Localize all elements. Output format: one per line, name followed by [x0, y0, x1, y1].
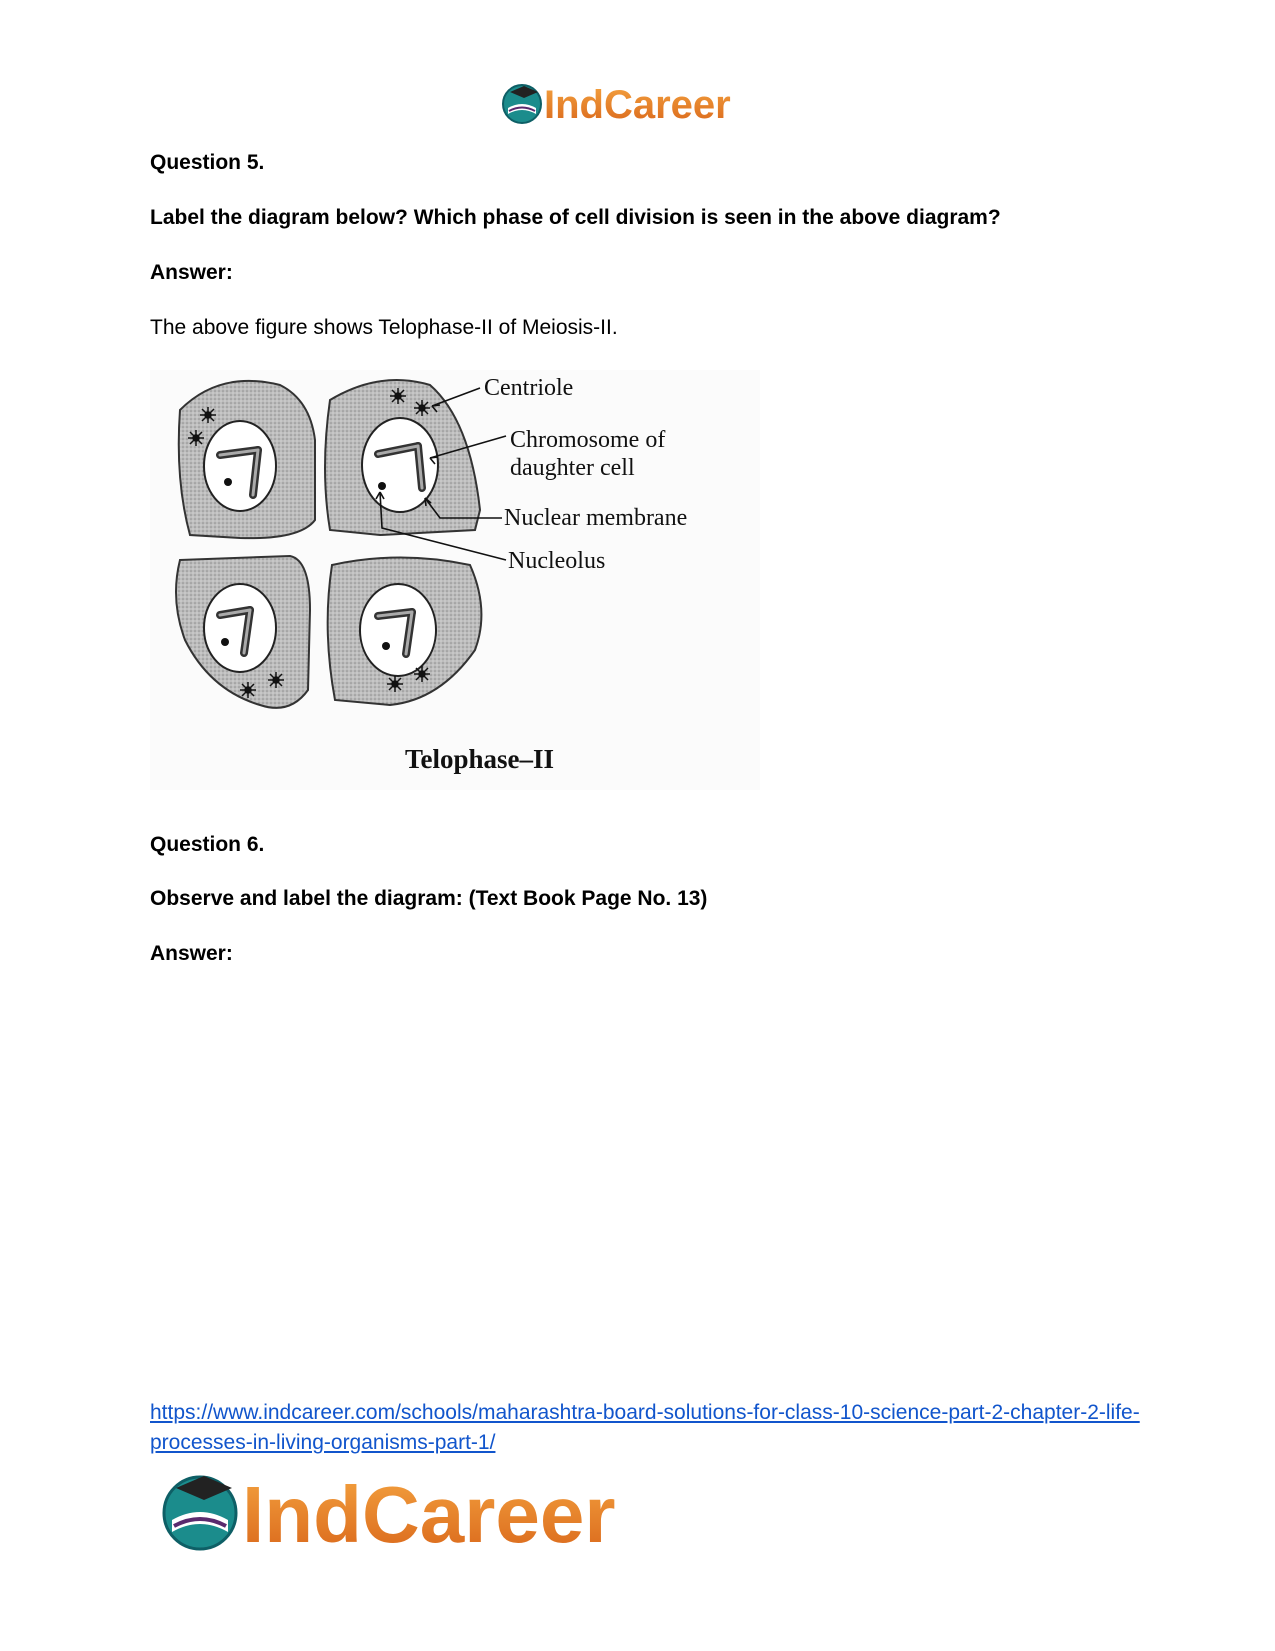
- globe-book-icon: [503, 85, 541, 123]
- question-5-answer-text: The above figure shows Telophase-II of Meiosis-II.: [150, 316, 618, 339]
- label-centriole: Centriole: [484, 375, 574, 401]
- question-6-prompt: Observe and label the diagram: (Text Book Page No. 13): [150, 887, 708, 910]
- question-6-answer-label: Answer:: [150, 942, 233, 965]
- label-chromosome-line2: daughter cell: [510, 455, 635, 481]
- question-6-title: Question 6.: [150, 833, 265, 856]
- question-5-prompt: Label the diagram below? Which phase of cell division is seen in the above diagram?: [150, 206, 1001, 229]
- cell-top-left: [179, 381, 315, 538]
- globe-book-icon: [164, 1476, 236, 1549]
- logo-text: IndCareer: [544, 83, 731, 127]
- question-5-title: Question 5.: [150, 151, 265, 174]
- figure-caption: Telophase–II: [405, 744, 555, 774]
- logo-text: IndCareer: [242, 1470, 616, 1558]
- source-link[interactable]: https://www.indcareer.com/schools/maharashtra-board-solutions-for-class-10-science-part-2-chapter-2-life-processes-in-living-organisms-part-1/: [150, 1401, 1140, 1454]
- label-nuclear-membrane: Nuclear membrane: [504, 505, 688, 531]
- footer-logo: [160, 1468, 700, 1558]
- label-nucleolus: Nucleolus: [508, 548, 606, 574]
- question-5-answer-label: Answer:: [150, 261, 233, 284]
- header-logo: [500, 80, 780, 128]
- telophase-diagram: [150, 370, 760, 790]
- label-chromosome-line1: Chromosome of: [510, 427, 666, 453]
